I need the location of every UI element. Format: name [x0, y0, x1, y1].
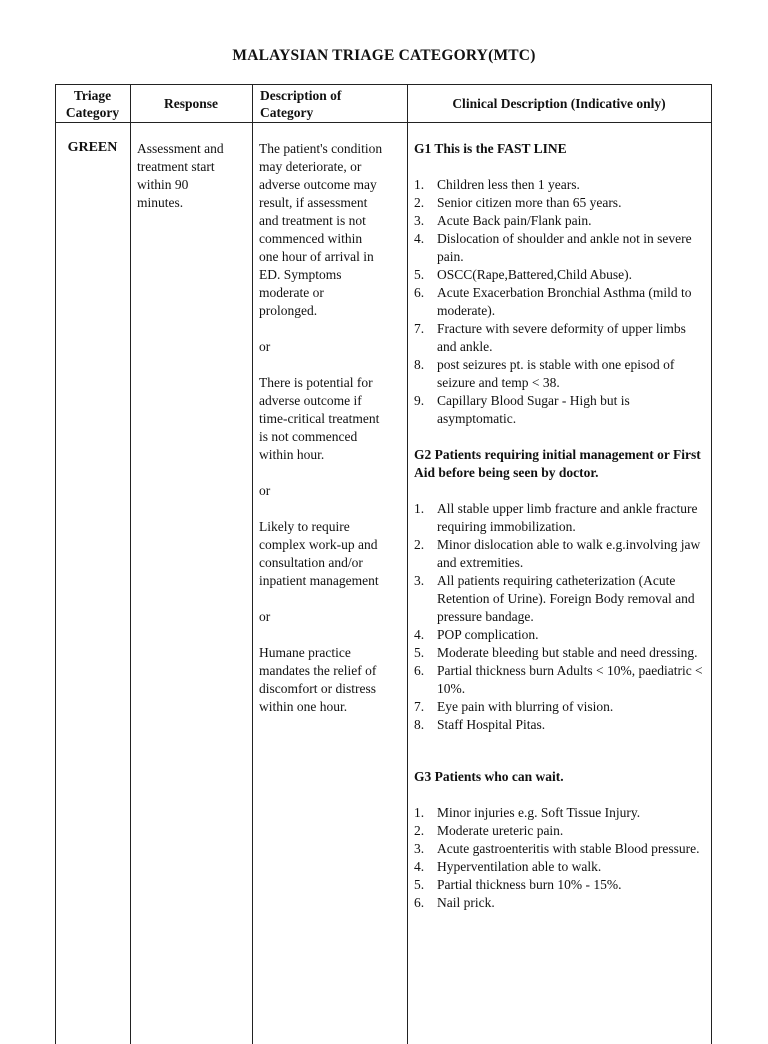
list-item: [414, 536, 706, 572]
list-item: [414, 644, 706, 662]
description-paragraph: There is potential for adverse outcome if time-critical treatment is not commenced within hour.: [259, 375, 380, 462]
header-response: Response: [163, 96, 218, 111]
column-divider-1: [130, 84, 131, 1044]
list-item-text: Minor dislocation able to walk e.g.involving jaw and extremities.: [437, 537, 701, 570]
list-item-number: 2.: [414, 195, 425, 210]
list-item-number: 8.: [414, 717, 425, 732]
list-item-number: 1.: [414, 177, 425, 192]
list-item-number: 4.: [414, 627, 425, 642]
list-item-text: post seizures pt. is stable with one episod of seizure and temp < 38.: [437, 357, 675, 390]
header-clinical-description: Clinical Description (Indicative only): [452, 96, 666, 111]
list-item-number: 1.: [414, 501, 425, 516]
clinical-criteria-list: [414, 500, 706, 734]
description-paragraph: Likely to require complex work-up and consultation and/or inpatient management: [259, 519, 379, 588]
table-top-border: [55, 84, 712, 85]
column-divider-3: [407, 84, 408, 1044]
list-item-number: 6.: [414, 663, 425, 678]
list-item: [414, 894, 706, 912]
list-item: [414, 572, 706, 626]
list-item: [414, 804, 706, 822]
list-item: [414, 662, 706, 698]
list-item: [414, 284, 706, 320]
clinical-group: [414, 140, 706, 428]
clinical-group-heading: G3 Patients who can wait.: [414, 769, 564, 784]
list-item-number: 7.: [414, 321, 425, 336]
list-item-number: 3.: [414, 213, 425, 228]
list-item-number: 8.: [414, 357, 425, 372]
list-item-number: 3.: [414, 573, 425, 588]
list-item: [414, 176, 706, 194]
list-item-text: Children less then 1 years.: [437, 177, 580, 192]
list-item-text: Partial thickness burn 10% - 15%.: [437, 877, 622, 892]
list-item-text: Capillary Blood Sugar - High but is asymptomatic.: [437, 393, 630, 426]
list-item-text: Hyperventilation able to walk.: [437, 859, 602, 874]
list-item: [414, 230, 706, 266]
list-item-number: 9.: [414, 393, 425, 408]
list-item: [414, 876, 706, 894]
list-item-number: 5.: [414, 267, 425, 282]
list-item-text: All stable upper limb fracture and ankle fracture requiring immobilization.: [437, 501, 698, 534]
description-paragraph: The patient's condition may deteriorate, or adverse outcome may result, if assessment and treatment is not commenced within one hour of arrival in ED. Symptoms moderate or prolonged.: [259, 141, 383, 318]
list-item-number: 4.: [414, 859, 425, 874]
column-divider-2: [252, 84, 253, 1044]
triage-table: [55, 84, 712, 1044]
header-description: Description of Category: [260, 88, 342, 120]
list-item-text: Moderate bleeding but stable and need dressing.: [437, 645, 698, 660]
list-item: [414, 698, 706, 716]
list-item-number: 1.: [414, 805, 425, 820]
list-item: [414, 194, 706, 212]
description-or-separator: or: [259, 609, 271, 624]
list-item-text: Acute gastroenteritis with stable Blood pressure.: [437, 841, 700, 856]
list-item: [414, 858, 706, 876]
clinical-group: [414, 446, 706, 734]
clinical-criteria-list: [414, 804, 706, 912]
list-item: [414, 716, 706, 734]
list-item: [414, 392, 706, 428]
description-cell: [259, 140, 405, 734]
table-right-border: [711, 84, 712, 1044]
list-item-text: Partial thickness burn Adults < 10%, paediatric < 10%.: [437, 663, 703, 696]
list-item-number: 3.: [414, 841, 425, 856]
list-item-number: 6.: [414, 285, 425, 300]
list-item-text: Acute Back pain/Flank pain.: [437, 213, 592, 228]
list-item-text: Nail prick.: [437, 895, 495, 910]
document-title: MALAYSIAN TRIAGE CATEGORY(MTC): [232, 47, 536, 64]
response-cell: Assessment and treatment start within 90 minutes.: [137, 141, 224, 210]
header-row-border: [55, 122, 712, 123]
list-item-text: Minor injuries e.g. Soft Tissue Injury.: [437, 805, 641, 820]
list-item: [414, 212, 706, 230]
list-item-number: 5.: [414, 645, 425, 660]
category-cell: GREEN: [67, 140, 118, 155]
clinical-criteria-list: [414, 176, 706, 428]
list-item-number: 2.: [414, 823, 425, 838]
list-item-number: 5.: [414, 877, 425, 892]
list-item: [414, 840, 706, 858]
list-item-text: Moderate ureteric pain.: [437, 823, 564, 838]
description-or-separator: or: [259, 339, 271, 354]
list-item: [414, 500, 706, 536]
clinical-description-cell: [414, 140, 706, 912]
list-item-text: All patients requiring catheterization (Acute Retention of Urine). Foreign Body removal and pressure bandage.: [437, 573, 695, 624]
list-item: [414, 356, 706, 392]
list-item: [414, 822, 706, 840]
list-item-number: 2.: [414, 537, 425, 552]
list-item: [414, 626, 706, 644]
list-item-number: 4.: [414, 231, 425, 246]
description-paragraph: Humane practice mandates the relief of discomfort or distress within one hour.: [259, 645, 377, 714]
list-item-text: OSCC(Rape,Battered,Child Abuse).: [437, 267, 632, 282]
list-item-text: Fracture with severe deformity of upper limbs and ankle.: [437, 321, 686, 354]
list-item-text: Staff Hospital Pitas.: [437, 717, 546, 732]
clinical-group-heading: G2 Patients requiring initial management or First Aid before being seen by doctor.: [414, 447, 701, 480]
header-triage-category: Triage Category: [65, 88, 120, 120]
list-item-text: Senior citizen more than 65 years.: [437, 195, 622, 210]
list-item: [414, 320, 706, 356]
clinical-group: [414, 768, 706, 912]
clinical-group-heading: G1 This is the FAST LINE: [414, 141, 567, 156]
list-item-text: POP complication.: [437, 627, 539, 642]
list-item: [414, 266, 706, 284]
list-item-number: 7.: [414, 699, 425, 714]
list-item-text: Dislocation of shoulder and ankle not in severe pain.: [437, 231, 692, 264]
description-or-separator: or: [259, 483, 271, 498]
table-left-border: [55, 84, 56, 1044]
list-item-text: Acute Exacerbation Bronchial Asthma (mild to moderate).: [437, 285, 692, 318]
list-item-text: Eye pain with blurring of vision.: [437, 699, 614, 714]
list-item-number: 6.: [414, 895, 425, 910]
